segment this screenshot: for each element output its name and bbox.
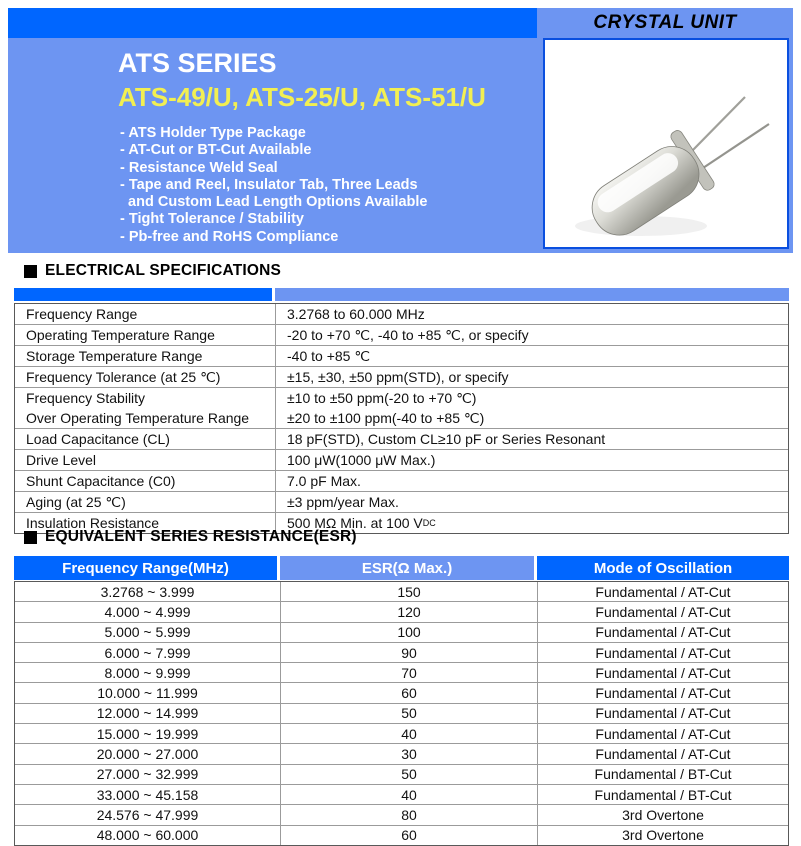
esr-table	[14, 556, 789, 846]
esr-mode-cell: Fundamental / AT-Cut	[595, 725, 731, 742]
esr-table-row	[15, 682, 788, 702]
esr-table-row	[15, 703, 788, 723]
spec-label: Operating Temperature Range	[15, 325, 276, 345]
esr-table-row	[15, 622, 788, 642]
top-header-band	[8, 8, 537, 38]
electrical-header-right-cell	[275, 288, 789, 301]
spec-label: Frequency Tolerance (at 25 ℃)	[15, 367, 276, 387]
feature-item: - Resistance Weld Seal	[120, 159, 278, 176]
esr-frequency-range-cell: 8.000 ~ 9.999	[15, 663, 281, 682]
esr-table-body	[14, 581, 789, 846]
spec-value	[276, 388, 788, 428]
esr-mode-cell: Fundamental / AT-Cut	[595, 644, 731, 661]
esr-max-cell: 120	[281, 602, 538, 621]
esr-table-row	[15, 601, 788, 621]
electrical-table-header	[14, 288, 789, 301]
esr-max-cell: 40	[281, 785, 538, 804]
esr-mode-cell: 3rd Overtone	[622, 806, 704, 823]
spec-label	[15, 388, 276, 428]
feature-item: - Tight Tolerance / Stability	[120, 211, 304, 228]
spec-value: ±3 ppm/year Max.	[287, 494, 399, 510]
feature-list	[120, 125, 427, 246]
esr-table-row	[15, 642, 788, 662]
spec-value: -40 to +85 ℃	[287, 347, 371, 364]
spec-row	[15, 449, 788, 470]
esr-table-row	[15, 723, 788, 743]
esr-table-header	[14, 556, 789, 580]
section-title: EQUIVALENT SERIES RESISTANCE(ESR)	[45, 528, 357, 545]
esr-mode-cell: Fundamental / AT-Cut	[595, 746, 731, 763]
electrical-table-body	[14, 303, 789, 534]
spec-label: Insulation Resistance	[15, 513, 276, 533]
electrical-section-heading	[24, 262, 281, 280]
esr-mode-cell: Fundamental / AT-Cut	[595, 583, 731, 600]
spec-row	[15, 428, 788, 449]
esr-max-cell: 40	[281, 724, 538, 743]
esr-table-row	[15, 662, 788, 682]
esr-max-cell: 70	[281, 663, 538, 682]
spec-value: 18 pF(STD), Custom CL≥10 pF or Series Resonant	[287, 431, 606, 447]
section-marker-icon	[24, 265, 37, 278]
esr-max-cell: 50	[281, 765, 538, 784]
spec-row	[15, 304, 788, 324]
esr-table-row	[15, 764, 788, 784]
esr-mode-cell: 3rd Overtone	[622, 827, 704, 844]
esr-max-cell: 80	[281, 805, 538, 824]
esr-max-cell: 60	[281, 683, 538, 702]
esr-mode-cell: Fundamental / AT-Cut	[595, 603, 731, 620]
esr-frequency-range-cell: 6.000 ~ 7.999	[15, 643, 281, 662]
esr-max-cell: 90	[281, 643, 538, 662]
spec-label: Storage Temperature Range	[15, 346, 276, 366]
electrical-header-left-cell	[14, 288, 275, 301]
esr-frequency-range-cell: 4.000 ~ 4.999	[15, 602, 281, 621]
esr-max-cell: 150	[281, 582, 538, 601]
feature-item: and Custom Lead Length Options Available	[120, 194, 428, 211]
spec-row	[15, 366, 788, 387]
esr-max-cell: 30	[281, 744, 538, 763]
esr-mode-cell: Fundamental / AT-Cut	[595, 705, 731, 722]
esr-frequency-range-cell: 48.000 ~ 60.000	[15, 826, 281, 845]
spec-label: Drive Level	[15, 450, 276, 470]
esr-max-cell: 50	[281, 704, 538, 723]
spec-label-line: Over Operating Temperature Range	[26, 410, 250, 426]
series-title: ATS SERIES	[118, 48, 277, 78]
document-title-cell	[537, 8, 793, 38]
esr-frequency-range-cell: 33.000 ~ 45.158	[15, 785, 281, 804]
spec-value: 3.2768 to 60.000 MHz	[287, 306, 425, 322]
esr-max-cell: 60	[281, 826, 538, 845]
document-title: CRYSTAL UNIT	[593, 12, 737, 33]
esr-max-cell: 100	[281, 623, 538, 642]
spec-value: 100 μW(1000 μW Max.)	[287, 452, 436, 468]
crystal-photo	[545, 40, 787, 247]
spec-row	[15, 491, 788, 512]
crystal-lead-icon	[691, 97, 745, 152]
feature-item: - Tape and Reel, Insulator Tab, Three Leads	[120, 176, 418, 193]
esr-table-row	[15, 582, 788, 601]
section-marker-icon	[24, 531, 37, 544]
spec-label: Load Capacitance (CL)	[15, 429, 276, 449]
spec-value: ±15, ±30, ±50 ppm(STD), or specify	[287, 369, 509, 385]
spec-row-merged	[15, 387, 788, 428]
esr-section-heading	[24, 528, 357, 546]
esr-mode-cell: Fundamental / BT-Cut	[594, 786, 732, 803]
spec-value: -20 to +70 ℃, -40 to +85 ℃, or specify	[287, 326, 529, 343]
spec-row	[15, 324, 788, 345]
esr-table-row	[15, 743, 788, 763]
product-photo-frame	[543, 38, 789, 249]
esr-table-row	[15, 804, 788, 824]
spec-value-line: ±10 to ±50 ppm(-20 to +70 ℃)	[287, 389, 477, 406]
series-panel	[8, 38, 537, 253]
esr-column-esr-max: ESR(Ω Max.)	[280, 556, 537, 580]
esr-frequency-range-cell: 12.000 ~ 14.999	[15, 704, 281, 723]
feature-item: - AT-Cut or BT-Cut Available	[120, 142, 312, 159]
spec-label: Shunt Capacitance (C0)	[15, 471, 276, 491]
spec-value-subscript: DC	[422, 517, 436, 528]
spec-label: Frequency Range	[15, 304, 276, 324]
section-title: ELECTRICAL SPECIFICATIONS	[45, 262, 282, 279]
esr-mode-cell: Fundamental / AT-Cut	[595, 624, 731, 641]
spec-label-line: Frequency Stability	[26, 390, 146, 406]
esr-column-mode: Mode of Oscillation	[537, 556, 789, 580]
esr-mode-cell: Fundamental / BT-Cut	[594, 766, 732, 783]
esr-frequency-range-cell: 5.000 ~ 5.999	[15, 623, 281, 642]
spec-label: Aging (at 25 ℃)	[15, 492, 276, 512]
esr-frequency-range-cell: 20.000 ~ 27.000	[15, 744, 281, 763]
esr-frequency-range-cell: 3.2768 ~ 3.999	[15, 582, 281, 601]
product-image-panel	[537, 38, 793, 253]
spec-row	[15, 470, 788, 491]
feature-item: - ATS Holder Type Package	[120, 125, 306, 141]
series-models: ATS-49/U, ATS-25/U, ATS-51/U	[118, 82, 486, 112]
spec-value-main: 500 MΩ Min. at 100 V	[287, 515, 423, 531]
esr-frequency-range-cell: 27.000 ~ 32.999	[15, 765, 281, 784]
esr-frequency-range-cell: 15.000 ~ 19.999	[15, 724, 281, 743]
esr-column-frequency-range: Frequency Range(MHz)	[14, 556, 280, 580]
esr-table-row	[15, 784, 788, 804]
esr-mode-cell: Fundamental / AT-Cut	[595, 685, 731, 702]
electrical-specs-table	[14, 288, 789, 534]
spec-value: 7.0 pF Max.	[287, 473, 361, 489]
spec-value-line: ±20 to ±100 ppm(-40 to +85 ℃)	[287, 409, 485, 426]
feature-item: - Pb-free and RoHS Compliance	[120, 228, 339, 245]
esr-frequency-range-cell: 10.000 ~ 11.999	[15, 683, 281, 702]
esr-mode-cell: Fundamental / AT-Cut	[595, 664, 731, 681]
spec-row	[15, 345, 788, 366]
esr-frequency-range-cell: 24.576 ~ 47.999	[15, 805, 281, 824]
esr-table-row	[15, 825, 788, 845]
